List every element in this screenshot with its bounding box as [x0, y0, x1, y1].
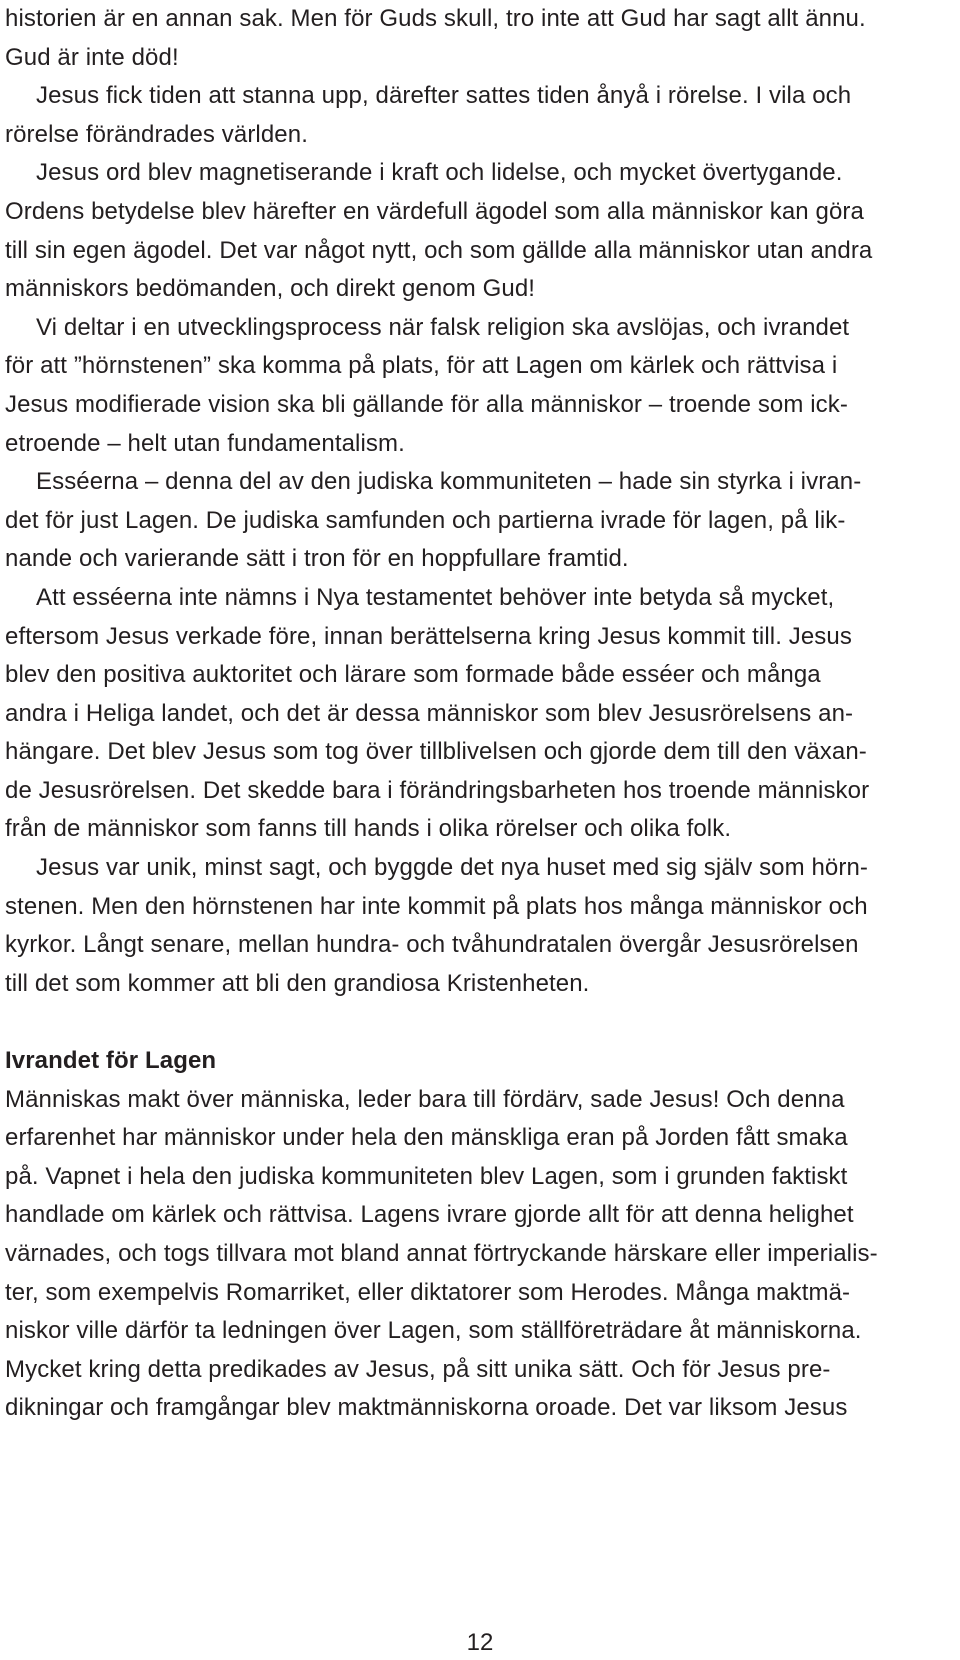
text-line: Människas makt över människa, leder bara till fördärv, sade Jesus! Och denna	[5, 1085, 845, 1113]
text-line: historien är en annan sak. Men för Guds skull, tro inte att Gud har sagt allt ännu.	[5, 5, 866, 32]
text-line: Jesus fick tiden att stanna upp, därefter sattes tiden ånyå i rörelse. I vila och	[36, 82, 852, 110]
text-line: Esséerna – denna del av den judiska kommuniteten – hade sin styrka i ivran-	[36, 468, 862, 496]
text-line: handlade om kärlek och rättvisa. Lagens ivrare gjorde allt för att denna helighet	[5, 1201, 854, 1229]
text-line: dikningar och framgångar blev maktmänniskorna oroade. Det var liksom Jesus	[5, 1394, 848, 1422]
text-line: erfarenhet har människor under hela den mänskliga eran på Jorden fått smaka	[5, 1124, 848, 1152]
text-line: Jesus ord blev magnetiserande i kraft och lidelse, och mycket övertygande.	[36, 159, 843, 187]
paragraph-spacer	[5, 1003, 945, 1042]
document-page	[5, 0, 945, 1428]
text-line: de Jesusrörelsen. Det skedde bara i förändringsbarheten hos troende människor	[5, 776, 870, 804]
text-line: andra i Heliga landet, och det är dessa människor som blev Jesusrörelsens an-	[5, 699, 854, 727]
text-line: eftersom Jesus verkade före, innan berättelserna kring Jesus kommit till. Jesus	[5, 622, 852, 650]
text-line: för att ”hörnstenen” ska komma på plats, för att Lagen om kärlek och rättvisa i	[5, 352, 838, 380]
text-line: rörelse förändrades världen.	[5, 120, 308, 148]
text-line: det för just Lagen. De judiska samfunden och partierna ivrade för lagen, på lik-	[5, 506, 846, 534]
text-line: Gud är inte död!	[5, 43, 179, 71]
text-line: Ordens betydelse blev härefter en värdefull ägodel som alla människor kan göra	[5, 197, 864, 225]
text-line: blev den positiva auktoritet och lärare som formade både esséer och många	[5, 661, 821, 689]
text-line: från de människor som fanns till hands i olika rörelser och olika folk.	[5, 815, 732, 843]
text-line: till sin egen ägodel. Det var något nytt, och som gällde alla människor utan andra	[5, 236, 873, 264]
text-line: Jesus var unik, minst sagt, och byggde det nya huset med sig själv som hörn-	[36, 854, 869, 882]
section-heading: Ivrandet för Lagen	[5, 1047, 217, 1075]
page-number: 12	[466, 1629, 494, 1656]
text-line: Vi deltar i en utvecklingsprocess när falsk religion ska avslöjas, och ivrandet	[36, 313, 850, 341]
text-line: nande och varierande sätt i tron för en hoppfullare framtid.	[5, 545, 629, 573]
text-line: stenen. Men den hörnstenen har inte kommit på plats hos många människor och	[5, 892, 868, 920]
text-line: etroende – helt utan fundamentalism.	[5, 429, 405, 457]
body-text-top	[5, 0, 945, 1003]
body-text-bottom	[5, 1081, 945, 1428]
text-line: kyrkor. Långt senare, mellan hundra- och tvåhundratalen övergår Jesusrörelsen	[5, 931, 859, 959]
text-line: ter, som exempelvis Romarriket, eller diktatorer som Herodes. Många maktmä-	[5, 1278, 851, 1306]
text-line: till det som kommer att bli den grandiosa Kristenheten.	[5, 969, 590, 997]
text-line: på. Vapnet i hela den judiska kommuniteten blev Lagen, som i grunden faktiskt	[5, 1162, 848, 1190]
text-line: Att esséerna inte nämns i Nya testamentet behöver inte betyda så mycket,	[36, 583, 835, 611]
text-line: hängare. Det blev Jesus som tog över tillblivelsen och gjorde dem till den växan-	[5, 738, 867, 766]
text-line: niskor ville därför ta ledningen över Lagen, som ställföreträdare åt människorna.	[5, 1317, 862, 1345]
text-line: Mycket kring detta predikades av Jesus, på sitt unika sätt. Och för Jesus pre-	[5, 1355, 831, 1383]
text-line: människors bedömanden, och direkt genom Gud!	[5, 275, 536, 303]
text-line: Jesus modifierade vision ska bli gällande för alla människor – troende som ick-	[5, 390, 848, 418]
text-line: värnades, och togs tillvara mot bland annat förtryckande härskare eller imperialis-	[5, 1240, 878, 1267]
